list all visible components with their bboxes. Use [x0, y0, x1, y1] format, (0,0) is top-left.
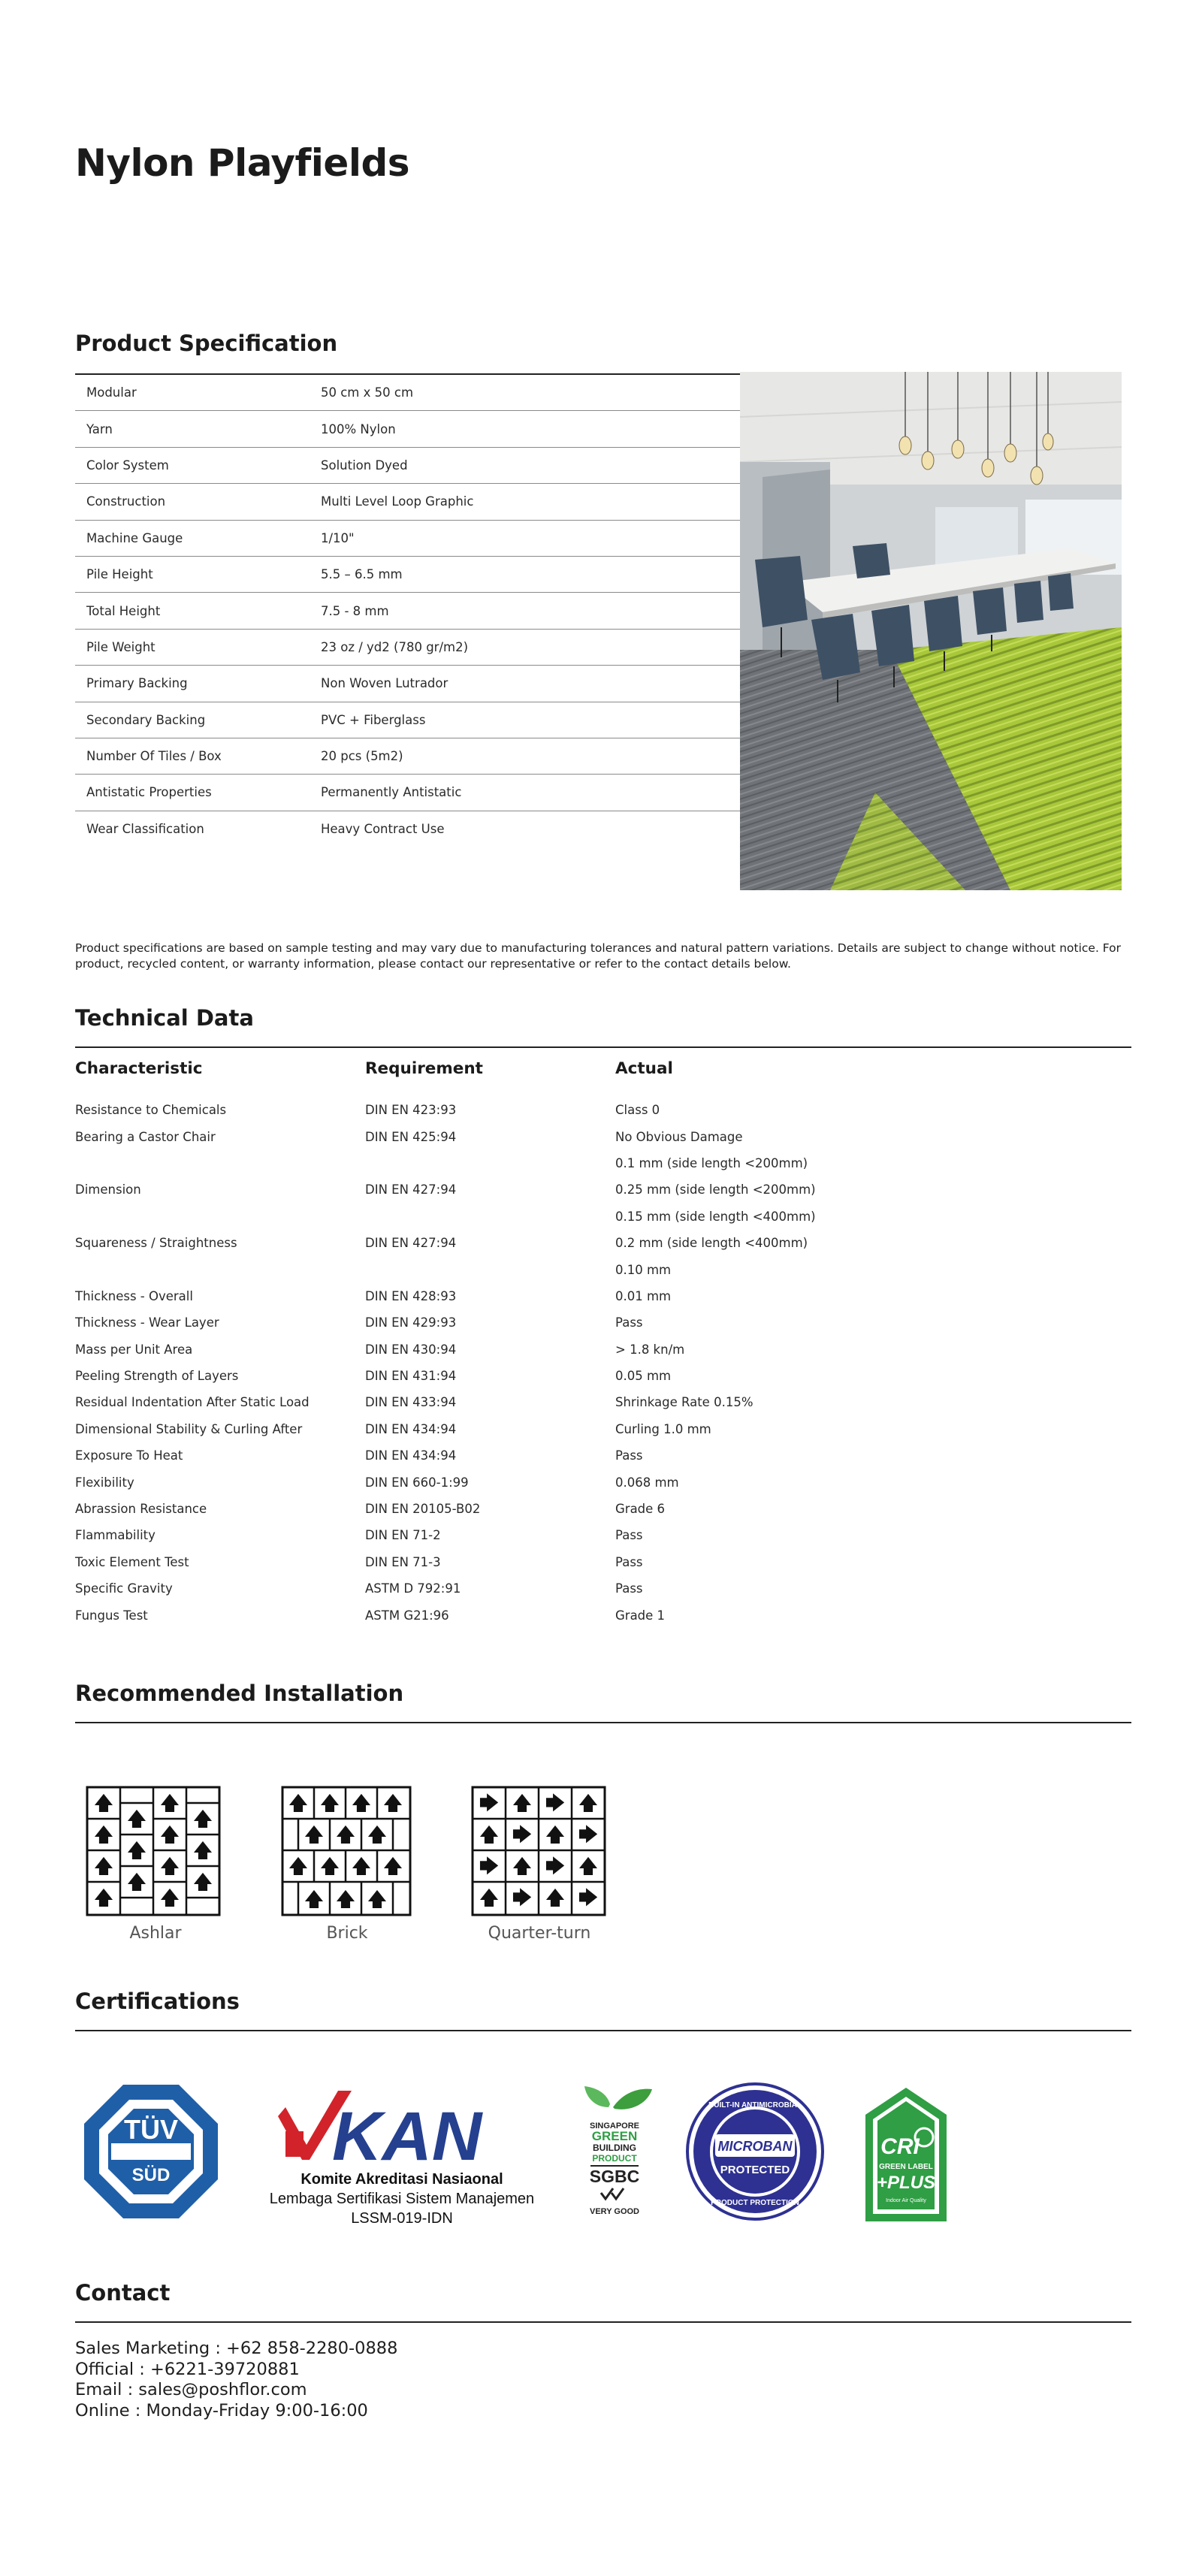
- table-row: [75, 1389, 1131, 1415]
- spec-row: [75, 702, 740, 738]
- spec-row: [75, 738, 740, 775]
- actual-cell: Pass: [615, 1528, 643, 1543]
- characteristic-cell: Squareness / Straightness: [75, 1236, 237, 1251]
- svg-text:🡆: 🡆: [479, 1792, 500, 1815]
- requirement-cell: DIN EN 425:94: [365, 1129, 457, 1144]
- installation-caption: Quarter-turn: [488, 1924, 591, 1943]
- characteristic-cell: Mass per Unit Area: [75, 1342, 193, 1357]
- requirement-cell: DIN EN 431:94: [365, 1369, 457, 1384]
- actual-cell: Curling 1.0 mm: [615, 1421, 711, 1436]
- installation-heading: Recommended Installation: [75, 1681, 404, 1706]
- svg-text:🡆: 🡆: [512, 1887, 533, 1910]
- actual-cell: 0.01 mm: [615, 1288, 672, 1303]
- svg-text:SGBC: SGBC: [589, 2167, 640, 2186]
- svg-text:GREEN LABEL: GREEN LABEL: [879, 2163, 933, 2171]
- svg-text:🡅: 🡅: [126, 1840, 147, 1862]
- contact-email-line: Email : sales@poshflor.com: [75, 2380, 307, 2399]
- sgbc-logo: [578, 2085, 654, 2227]
- spec-label: Pile Weight: [86, 639, 156, 654]
- contact-official-line: Official : +6221-39720881: [75, 2359, 300, 2379]
- spec-row: [75, 811, 740, 847]
- svg-text:🡆: 🡆: [545, 1856, 566, 1878]
- column-header-characteristic: Characteristic: [75, 1059, 203, 1078]
- svg-text:Komite Akreditasi Nasiaonal: Komite Akreditasi Nasiaonal: [300, 2171, 503, 2188]
- table-row: [75, 1363, 1131, 1389]
- svg-text:🡅: 🡅: [545, 1824, 566, 1847]
- table-row: [75, 1283, 1131, 1309]
- table-row: [75, 1522, 1131, 1548]
- spec-row: [75, 630, 740, 666]
- contact-sales-line: Sales Marketing : +62 858-2280-0888: [75, 2339, 398, 2358]
- characteristic-cell: Flexibility: [75, 1475, 134, 1490]
- spec-row: [75, 666, 740, 702]
- svg-text:🡅: 🡅: [288, 1856, 309, 1878]
- divider: [75, 2321, 1131, 2323]
- svg-text:🡅: 🡅: [126, 1808, 147, 1831]
- svg-text:🡅: 🡅: [192, 1808, 213, 1831]
- svg-text:🡆: 🡆: [578, 1824, 599, 1847]
- svg-text:🡆: 🡆: [578, 1887, 599, 1910]
- table-row: [75, 1469, 1131, 1495]
- svg-text:🡅: 🡅: [93, 1824, 114, 1847]
- divider: [75, 1722, 1131, 1723]
- actual-cell: No Obvious Damage: [615, 1129, 743, 1144]
- spec-label: Primary Backing: [86, 676, 188, 691]
- svg-text:🡅: 🡅: [159, 1856, 180, 1878]
- requirement-cell: DIN EN 434:94: [365, 1448, 457, 1463]
- contact-hours-line: Online : Monday-Friday 9:00-16:00: [75, 2400, 368, 2420]
- room-photo: [740, 372, 1122, 890]
- actual-cell: Pass: [615, 1448, 643, 1463]
- spec-value: Solution Dyed: [321, 458, 408, 473]
- svg-text:🡆: 🡆: [512, 1824, 533, 1847]
- svg-text:PRODUCT PROTECTION: PRODUCT PROTECTION: [711, 2199, 799, 2207]
- contact-heading: Contact: [75, 2280, 171, 2306]
- spec-value: 100% Nylon: [321, 421, 396, 436]
- certifications-heading: Certifications: [75, 1989, 240, 2014]
- svg-text:🡅: 🡅: [335, 1889, 356, 1911]
- characteristic-cell: Thickness - Overall: [75, 1288, 193, 1303]
- svg-text:🡅: 🡅: [512, 1792, 533, 1815]
- svg-text:🡅: 🡅: [192, 1840, 213, 1862]
- installation-quarter-turn: [470, 1784, 609, 1943]
- svg-text:GREEN: GREEN: [591, 2129, 638, 2143]
- spec-row: [75, 375, 740, 411]
- actual-cell: 0.1 mm (side length <200mm): [615, 1155, 808, 1170]
- actual-cell: Pass: [615, 1554, 643, 1569]
- installation-caption: Ashlar: [129, 1924, 182, 1943]
- characteristic-cell: Resistance to Chemicals: [75, 1103, 227, 1118]
- svg-text:🡅: 🡅: [351, 1856, 372, 1878]
- spec-value: Permanently Antistatic: [321, 785, 462, 800]
- requirement-cell: DIN EN 428:93: [365, 1288, 457, 1303]
- column-header-actual: Actual: [615, 1059, 673, 1078]
- svg-text:🡅: 🡅: [93, 1856, 114, 1878]
- column-header-requirement: Requirement: [365, 1059, 483, 1078]
- spec-table: [75, 373, 740, 847]
- spec-row: [75, 448, 740, 484]
- page-title: Nylon Playfields: [75, 141, 410, 185]
- spec-value: 1/10": [321, 530, 355, 545]
- installation-caption: Brick: [326, 1924, 368, 1943]
- svg-text:MICROBAN: MICROBAN: [717, 2139, 793, 2154]
- requirement-cell: DIN EN 429:93: [365, 1315, 457, 1330]
- svg-text:Indoor Air Quality: Indoor Air Quality: [886, 2198, 926, 2203]
- requirement-cell: DIN EN 20105-B02: [365, 1502, 481, 1517]
- table-row: [75, 1230, 1131, 1256]
- requirement-cell: DIN EN 660-1:99: [365, 1475, 469, 1490]
- spec-value: Non Woven Lutrador: [321, 676, 448, 691]
- spec-row: [75, 411, 740, 447]
- spec-row: [75, 593, 740, 629]
- table-row: [75, 1442, 1131, 1469]
- requirement-cell: DIN EN 427:94: [365, 1182, 457, 1197]
- technical-heading: Technical Data: [75, 1005, 254, 1031]
- actual-cell: 0.25 mm (side length <200mm): [615, 1182, 816, 1197]
- svg-text:🡅: 🡅: [288, 1792, 309, 1815]
- kan-logo: [255, 2085, 548, 2227]
- characteristic-cell: Residual Indentation After Static Load: [75, 1395, 310, 1410]
- table-row: [75, 1602, 1131, 1628]
- technical-table: [75, 1097, 1131, 1629]
- spec-label: Number Of Tiles / Box: [86, 749, 222, 764]
- svg-text:🡅: 🡅: [93, 1792, 114, 1815]
- spec-value: 23 oz / yd2 (780 gr/m2): [321, 639, 469, 654]
- spec-row: [75, 484, 740, 520]
- divider: [75, 2030, 1131, 2031]
- actual-cell: 0.10 mm: [615, 1262, 672, 1277]
- characteristic-cell: Exposure To Heat: [75, 1448, 183, 1463]
- svg-text:🡆: 🡆: [479, 1856, 500, 1878]
- spec-value: Multi Level Loop Graphic: [321, 494, 474, 509]
- actual-cell: 0.15 mm (side length <400mm): [615, 1209, 816, 1224]
- svg-text:LSSM-019-IDN: LSSM-019-IDN: [351, 2210, 453, 2227]
- characteristic-cell: Toxic Element Test: [75, 1554, 189, 1569]
- spec-label: Yarn: [86, 421, 113, 436]
- spec-label: Modular: [86, 385, 137, 400]
- svg-text:🡅: 🡅: [93, 1887, 114, 1910]
- svg-text:🡅: 🡅: [351, 1792, 372, 1815]
- characteristic-cell: Dimensional Stability & Curling After: [75, 1421, 303, 1436]
- actual-cell: 0.05 mm: [615, 1369, 672, 1384]
- spec-heading: Product Specification: [75, 331, 338, 356]
- svg-text:🡅: 🡅: [319, 1856, 340, 1878]
- quarter-turn-diagram: [470, 1784, 609, 1919]
- characteristic-cell: Thickness - Wear Layer: [75, 1315, 219, 1330]
- svg-text:🡅: 🡅: [578, 1856, 599, 1878]
- spec-label: Color System: [86, 458, 169, 473]
- table-row: [75, 1416, 1131, 1442]
- requirement-cell: DIN EN 430:94: [365, 1342, 457, 1357]
- spec-row: [75, 557, 740, 593]
- characteristic-cell: Specific Gravity: [75, 1581, 173, 1596]
- svg-text:🡅: 🡅: [382, 1792, 403, 1815]
- spec-label: Pile Height: [86, 567, 153, 582]
- svg-text:🡅: 🡅: [367, 1889, 388, 1911]
- svg-text:🡅: 🡅: [319, 1792, 340, 1815]
- table-row: [75, 1336, 1131, 1363]
- cri-green-label-logo: [861, 2085, 951, 2227]
- contact-info: [75, 2339, 397, 2421]
- table-row: [75, 1123, 1131, 1149]
- actual-cell: Shrinkage Rate 0.15%: [615, 1395, 754, 1410]
- spec-value: 7.5 - 8 mm: [321, 603, 389, 618]
- microban-logo: [685, 2082, 825, 2224]
- actual-cell: Grade 6: [615, 1502, 666, 1517]
- requirement-cell: DIN EN 71-3: [365, 1554, 441, 1569]
- spec-value: 50 cm x 50 cm: [321, 385, 414, 400]
- actual-cell: Class 0: [615, 1103, 660, 1118]
- spec-value: 20 pcs (5m2): [321, 749, 403, 764]
- spec-row: [75, 521, 740, 557]
- spec-row: [75, 775, 740, 811]
- svg-text:🡅: 🡅: [545, 1887, 566, 1910]
- spec-label: Machine Gauge: [86, 530, 183, 545]
- actual-cell: 0.068 mm: [615, 1475, 679, 1490]
- svg-text:🡆: 🡆: [545, 1792, 566, 1815]
- spec-label: Total Height: [86, 603, 161, 618]
- requirement-cell: DIN EN 423:93: [365, 1103, 457, 1118]
- svg-text:🡅: 🡅: [159, 1887, 180, 1910]
- svg-text:🡅: 🡅: [159, 1792, 180, 1815]
- actual-cell: Grade 1: [615, 1608, 666, 1623]
- svg-text:🡅: 🡅: [367, 1824, 388, 1847]
- brick-diagram: [279, 1784, 415, 1919]
- spec-label: Wear Classification: [86, 822, 204, 837]
- installation-brick: [279, 1784, 415, 1943]
- svg-text:🡅: 🡅: [382, 1856, 403, 1878]
- svg-text:🡅: 🡅: [192, 1871, 213, 1894]
- spec-label: Construction: [86, 494, 166, 509]
- actual-cell: 0.2 mm (side length <400mm): [615, 1236, 808, 1251]
- table-row: [75, 1150, 1131, 1176]
- table-row: [75, 1097, 1131, 1123]
- svg-text:🡅: 🡅: [335, 1824, 356, 1847]
- svg-text:🡅: 🡅: [479, 1887, 500, 1910]
- spec-label: Antistatic Properties: [86, 785, 212, 800]
- svg-text:🡅: 🡅: [512, 1856, 533, 1878]
- svg-text:🡅: 🡅: [578, 1792, 599, 1815]
- requirement-cell: DIN EN 433:94: [365, 1395, 457, 1410]
- svg-text:🡅: 🡅: [479, 1824, 500, 1847]
- characteristic-cell: Peeling Strength of Layers: [75, 1369, 239, 1384]
- svg-text:KAN: KAN: [332, 2098, 482, 2175]
- svg-text:CRI: CRI: [880, 2134, 920, 2159]
- actual-cell: Pass: [615, 1581, 643, 1596]
- disclaimer: Product specifications are based on sample testing and may vary due to manufacturing tolerances and natural pattern variations. Details are subject to change without notice. For product, recycled content, or warranty information, please contact our representative or refer to the contact details below.: [75, 941, 1122, 971]
- table-row: [75, 1549, 1131, 1575]
- svg-text:SÜD: SÜD: [131, 2165, 171, 2185]
- svg-text:🡅: 🡅: [304, 1824, 325, 1847]
- spec-value: 5.5 – 6.5 mm: [321, 567, 403, 582]
- characteristic-cell: Fungus Test: [75, 1608, 148, 1623]
- requirement-cell: DIN EN 434:94: [365, 1421, 457, 1436]
- spec-value: Heavy Contract Use: [321, 822, 445, 837]
- spec-value: PVC + Fiberglass: [321, 712, 426, 727]
- characteristic-cell: Abrassion Resistance: [75, 1502, 207, 1517]
- requirement-cell: DIN EN 71-2: [365, 1528, 441, 1543]
- svg-text:PRODUCT: PRODUCT: [592, 2153, 637, 2164]
- svg-text:TÜV: TÜV: [124, 2114, 178, 2145]
- characteristic-cell: Dimension: [75, 1182, 141, 1197]
- tuv-sud-logo: [81, 2082, 221, 2224]
- divider: [75, 1046, 1131, 1048]
- table-row: [75, 1575, 1131, 1602]
- actual-cell: > 1.8 kn/m: [615, 1342, 685, 1357]
- svg-text:Lembaga Sertifikasi Sistem Man: Lembaga Sertifikasi Sistem Manajemen: [269, 2191, 535, 2207]
- table-row: [75, 1203, 1131, 1230]
- requirement-cell: DIN EN 427:94: [365, 1236, 457, 1251]
- actual-cell: Pass: [615, 1315, 643, 1330]
- svg-text:BUILT-IN ANTIMICROBIAL: BUILT-IN ANTIMICROBIAL: [708, 2101, 802, 2109]
- spec-label: Secondary Backing: [86, 712, 206, 727]
- svg-text:SINGAPORE: SINGAPORE: [589, 2122, 640, 2131]
- characteristic-cell: Bearing a Castor Chair: [75, 1129, 216, 1144]
- table-row: [75, 1496, 1131, 1522]
- svg-text:PROTECTED: PROTECTED: [720, 2164, 790, 2176]
- svg-text:+PLUS: +PLUS: [876, 2173, 936, 2193]
- svg-text:BUILDING: BUILDING: [593, 2143, 636, 2153]
- ashlar-diagram: [84, 1784, 227, 1919]
- table-row: [75, 1176, 1131, 1203]
- svg-text:🡅: 🡅: [126, 1871, 147, 1894]
- requirement-cell: ASTM G21:96: [365, 1608, 449, 1623]
- svg-text:🡅: 🡅: [304, 1889, 325, 1911]
- table-row: [75, 1256, 1131, 1282]
- svg-text:🡅: 🡅: [159, 1824, 180, 1847]
- requirement-cell: ASTM D 792:91: [365, 1581, 461, 1596]
- characteristic-cell: Flammability: [75, 1528, 156, 1543]
- installation-ashlar: [84, 1784, 227, 1943]
- svg-text:VERY GOOD: VERY GOOD: [589, 2207, 640, 2216]
- table-row: [75, 1309, 1131, 1336]
